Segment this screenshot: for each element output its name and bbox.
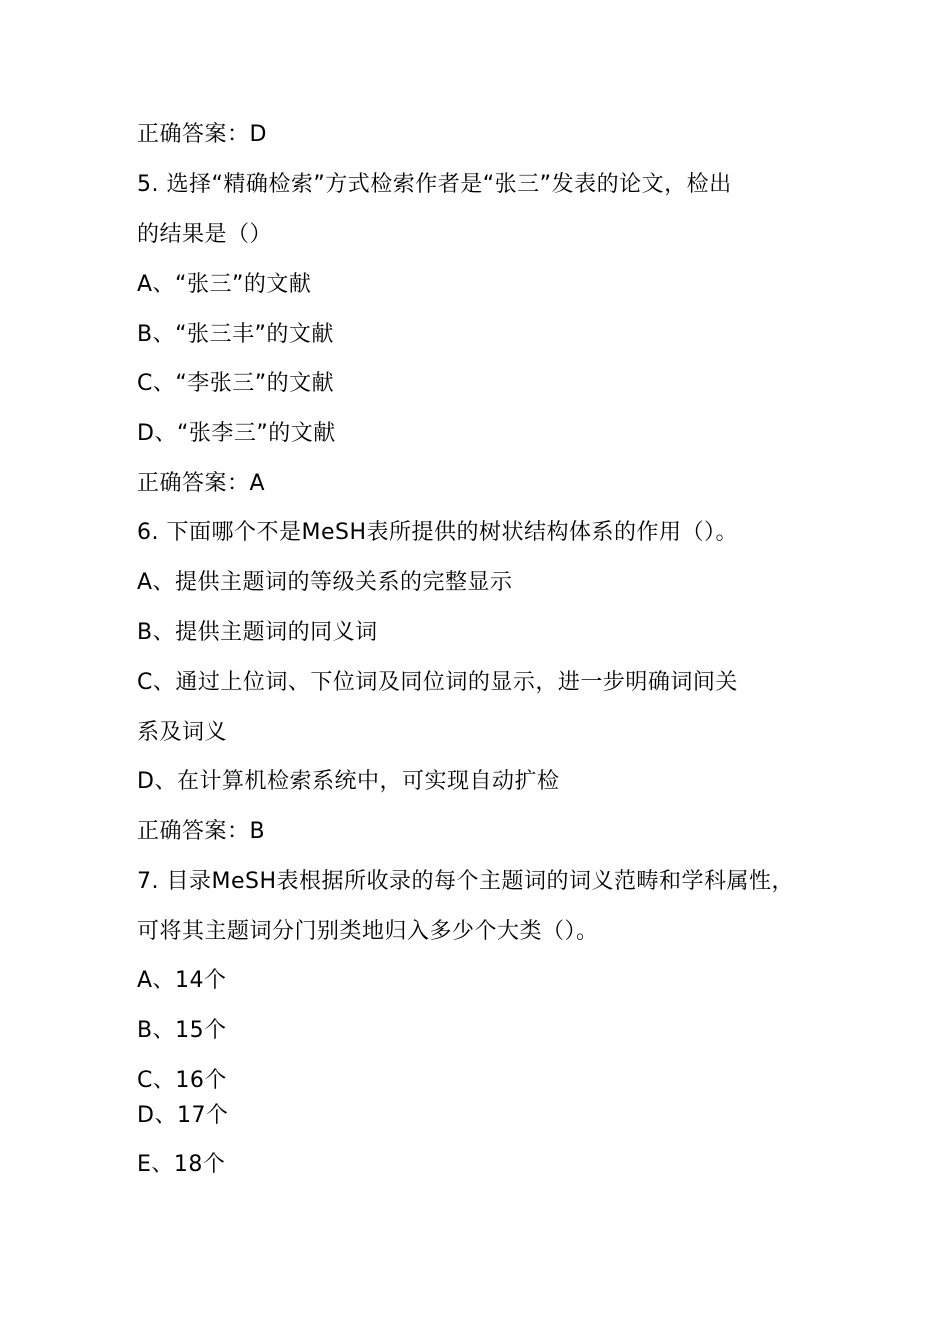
answer-line-q5: 正确答案：A (137, 471, 266, 496)
question-7-line-1: 7. 目录MeSH表根据所收录的每个主题词的词义范畴和学科属性， (137, 869, 795, 894)
q7-option-e: E、18个 (137, 1152, 226, 1177)
q7-option-b: B、15个 (137, 1018, 227, 1043)
q6-option-c-line-2: 系及词义 (137, 720, 228, 745)
q5-option-a: A、“张三”的文献 (137, 272, 312, 297)
q7-option-c: C、16个 (137, 1068, 227, 1093)
answer-line-q4: 正确答案：D (137, 122, 267, 147)
q6-option-d: D、在计算机检索系统中，可实现自动扩检 (137, 769, 560, 794)
q6-option-b: B、提供主题词的同义词 (137, 620, 378, 645)
q6-option-c-line-1: C、通过上位词、下位词及同位词的显示，进一步明确词间关 (137, 670, 738, 695)
question-5-line-2: 的结果是（） (137, 222, 273, 247)
question-7-line-2: 可将其主题词分门别类地归入多少个大类（）。 (137, 919, 599, 944)
question-5-line-1: 5. 选择“精确检索”方式检索作者是“张三”发表的论文，检出 (137, 172, 732, 197)
q5-option-c: C、“李张三”的文献 (137, 371, 335, 396)
q7-option-d: D、17个 (137, 1103, 229, 1128)
answer-line-q6: 正确答案：B (137, 819, 266, 844)
q6-option-a: A、提供主题词的等级关系的完整显示 (137, 570, 513, 595)
question-6-line-1: 6. 下面哪个不是MeSH表所提供的树状结构体系的作用（）。 (137, 520, 739, 545)
q5-option-d: D、“张李三”的文献 (137, 421, 336, 446)
q5-option-b: B、“张三丰”的文献 (137, 322, 334, 347)
q7-option-a: A、14个 (137, 968, 227, 993)
